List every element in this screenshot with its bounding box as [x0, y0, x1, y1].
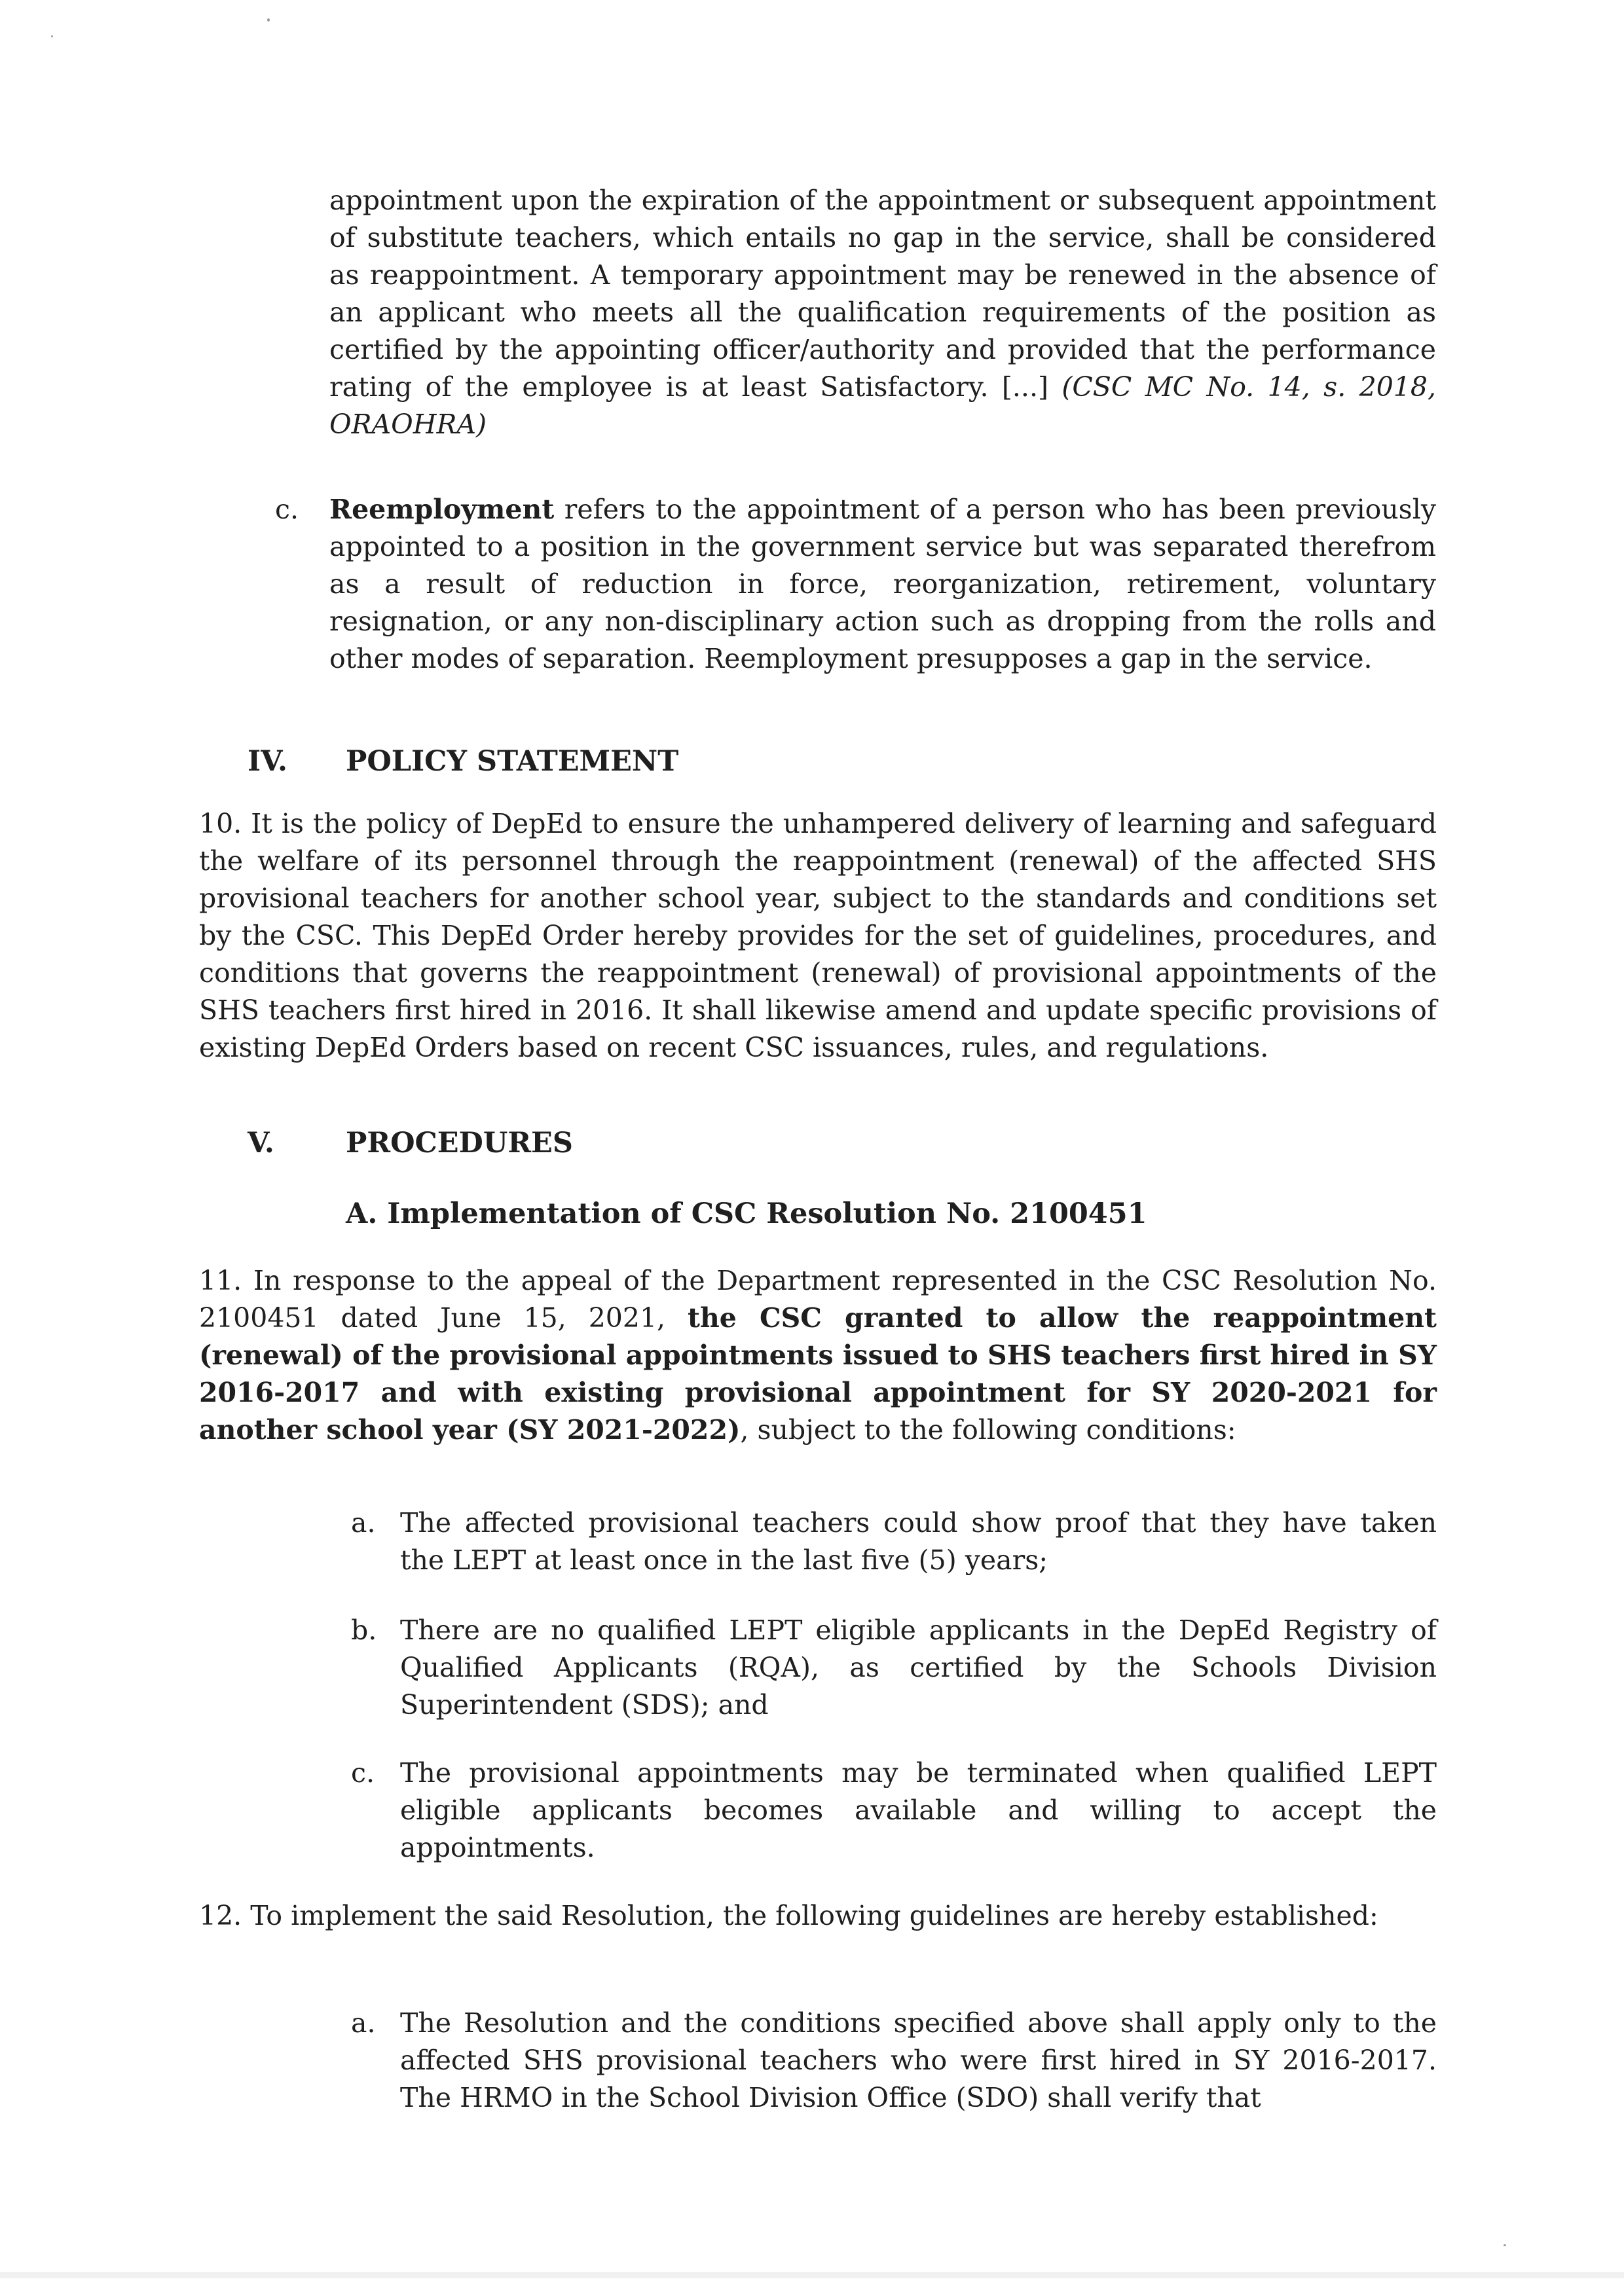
paragraph-11-bold: the CSC granted to allow the reappointment (renewal) of the provisional appointments issued to SHS teachers first hired in SY 2016-2017 and with existing provisional appointment for SY 2020-2021 for another school year (SY 2021-2022) — [199, 1302, 1437, 1446]
reemployment-definition — [329, 491, 1436, 678]
section-iv-heading — [248, 743, 678, 780]
scan-edge — [0, 2272, 1624, 2278]
reemployment-text: refers to the appointment of a person who has been previously appointed to a position in the government service but was separated therefrom as a result of reduction in force, reorganization, retirement, voluntary resignation, or any non-disciplinary action such as dropping from the rolls and other modes of separation. Reemployment presupposes a gap in the service. — [329, 494, 1436, 674]
section-iv-title: POLICY STATEMENT — [346, 745, 679, 778]
condition-a-marker: a. — [351, 1507, 376, 1539]
condition-a: The affected provisional teachers could show proof that they have taken the LEPT at least once in the last five (5) years; — [400, 1507, 1437, 1576]
paragraph-11 — [199, 1262, 1437, 1449]
scan-speck — [51, 35, 53, 37]
subsection-a-heading: A. Implementation of CSC Resolution No. 2100451 — [346, 1197, 1147, 1230]
reemployment-term: Reemployment — [329, 494, 555, 525]
guideline-a-marker: a. — [351, 2007, 376, 2039]
condition-c-marker: c. — [351, 1757, 375, 1789]
condition-b: There are no qualified LEPT eligible applicants in the DepEd Registry of Qualified Applicants (RQA), as certified by the Schools Division Superintendent (SDS); and — [400, 1614, 1437, 1721]
continuation-paragraph — [329, 182, 1436, 443]
paragraph-12: 12. To implement the said Resolution, the following guidelines are hereby established: — [199, 1900, 1378, 1931]
section-v-heading — [248, 1125, 573, 1162]
scan-speck — [267, 18, 270, 22]
paragraph-11-start: 11. In response to the appeal of the Department represented in the CSC Resolution No. 2100451 dated June 15, 2021, — [199, 1265, 1437, 1334]
paragraph-11-end: , subject to the following conditions: — [740, 1414, 1236, 1446]
citation: (CSC MC No. 14, s. 2018, ORAOHRA) — [329, 371, 1436, 440]
paragraph-10: 10. It is the policy of DepEd to ensure the unhampered delivery of learning and safeguard the welfare of its personnel through the reappointment (renewal) of the affected SHS provisional teachers for another school year, subject to the standards and conditions set by the CSC. This DepEd Order hereby provides for the set of guidelines, procedures, and conditions that governs the reappointment (renewal) of provisional appointments of the SHS teachers first hired in 2016. It shall likewise amend and update specific provisions of existing DepEd Orders based on recent CSC issuances, rules, and regulations. — [199, 808, 1437, 1063]
section-iv-number: IV. — [248, 745, 287, 778]
section-v-number: V. — [248, 1127, 274, 1159]
item-c-marker: c. — [275, 494, 299, 525]
guideline-a: The Resolution and the conditions specified above shall apply only to the affected SHS provisional teachers who were first hired in SY 2016-2017. The HRMO in the School Division Office (SDO) shall verify that — [400, 2007, 1437, 2113]
section-v-title: PROCEDURES — [346, 1127, 573, 1159]
condition-b-marker: b. — [351, 1614, 377, 1646]
scan-speck — [1504, 2244, 1506, 2246]
continuation-text: appointment upon the expiration of the appointment or subsequent appointment of substitute teachers, which entails no gap in the service, shall be considered as reappointment. A temporary appointment may be renewed in the absence of an applicant who meets all the qualification requirements of the position as certified by the appointing officer/authority and provided that the performance rating of the employee is at least Satisfactory. [...] — [329, 185, 1436, 403]
condition-c: The provisional appointments may be terminated when qualified LEPT eligible applicants becomes available and willing to accept the appointments. — [400, 1757, 1437, 1863]
